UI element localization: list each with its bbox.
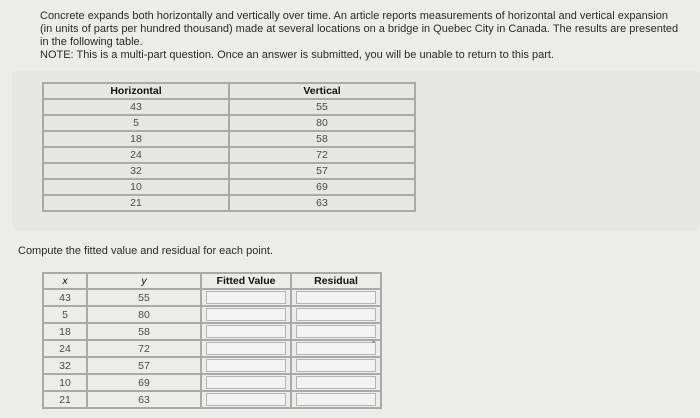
x-cell: 32 bbox=[43, 357, 87, 374]
x-cell: 24 bbox=[43, 340, 87, 357]
y-cell: 72 bbox=[87, 340, 201, 357]
residual-input[interactable] bbox=[296, 393, 376, 406]
table-row bbox=[43, 289, 381, 306]
residual-cell bbox=[291, 374, 381, 391]
horizontal-cell: 24 bbox=[43, 147, 229, 163]
table-row bbox=[43, 340, 381, 357]
y-cell: 80 bbox=[87, 306, 201, 323]
residual-cell bbox=[291, 289, 381, 306]
horizontal-cell: 18 bbox=[43, 131, 229, 147]
horizontal-cell: 32 bbox=[43, 163, 229, 179]
x-cell: 43 bbox=[43, 289, 87, 306]
fitted-value-input[interactable] bbox=[206, 291, 286, 304]
fitted-value-cell bbox=[201, 391, 291, 408]
residual-cell bbox=[291, 391, 381, 408]
fitted-value-input[interactable] bbox=[206, 393, 286, 406]
horizontal-cell: 43 bbox=[43, 99, 229, 115]
y-cell: 55 bbox=[87, 289, 201, 306]
table-row bbox=[43, 115, 415, 131]
residual-cell bbox=[291, 306, 381, 323]
vertical-cell: 57 bbox=[229, 163, 415, 179]
y-cell: 69 bbox=[87, 374, 201, 391]
residual-input[interactable] bbox=[296, 291, 376, 304]
fitted-value-input[interactable] bbox=[206, 359, 286, 372]
header-vertical: Vertical bbox=[229, 83, 415, 99]
table-row bbox=[43, 163, 415, 179]
fitted-value-cell bbox=[201, 374, 291, 391]
fitted-value-input[interactable] bbox=[206, 325, 286, 338]
fitted-value-cell bbox=[201, 340, 291, 357]
vertical-cell: 80 bbox=[229, 115, 415, 131]
header-fitted-value: Fitted Value bbox=[201, 273, 291, 289]
vertical-cell: 58 bbox=[229, 131, 415, 147]
residual-input[interactable] bbox=[296, 376, 376, 389]
header-horizontal: Horizontal bbox=[43, 83, 229, 99]
expansion-data-table bbox=[42, 82, 416, 212]
residual-cell bbox=[291, 357, 381, 374]
intro-text: Concrete expands both horizontally and vertically over time. An article reports measurements of horizontal and vertical expansion (in units of parts per hundred thousand) made at several locations on a bridge in Quebec City in Canada. The results are presented in the following table. bbox=[40, 10, 679, 48]
fitted-value-input[interactable] bbox=[206, 376, 286, 389]
table-row bbox=[43, 195, 415, 211]
table-row bbox=[43, 306, 381, 323]
horizontal-cell: 5 bbox=[43, 115, 229, 131]
fitted-value-input[interactable] bbox=[206, 308, 286, 321]
y-cell: 63 bbox=[87, 391, 201, 408]
header-residual: Residual bbox=[291, 273, 381, 289]
table-row bbox=[43, 391, 381, 408]
header-y: y bbox=[87, 273, 201, 289]
x-cell: 18 bbox=[43, 323, 87, 340]
instruction-text: Compute the fitted value and residual for each point. bbox=[18, 245, 273, 257]
table-header-row bbox=[43, 83, 415, 99]
residual-cell bbox=[291, 340, 381, 357]
fitted-residual-table bbox=[42, 272, 382, 409]
x-cell: 5 bbox=[43, 306, 87, 323]
residual-input[interactable] bbox=[296, 325, 376, 338]
table-row bbox=[43, 179, 415, 195]
residual-cell bbox=[291, 323, 381, 340]
residual-input[interactable] bbox=[296, 342, 376, 355]
horizontal-cell: 10 bbox=[43, 179, 229, 195]
table-row bbox=[43, 147, 415, 163]
fitted-value-input[interactable] bbox=[206, 342, 286, 355]
x-cell: 10 bbox=[43, 374, 87, 391]
vertical-cell: 55 bbox=[229, 99, 415, 115]
table-row bbox=[43, 131, 415, 147]
vertical-cell: 63 bbox=[229, 195, 415, 211]
horizontal-cell: 21 bbox=[43, 195, 229, 211]
fitted-value-cell bbox=[201, 289, 291, 306]
table-row bbox=[43, 374, 381, 391]
table-row bbox=[43, 357, 381, 374]
question-intro bbox=[40, 10, 680, 62]
table-row bbox=[43, 99, 415, 115]
residual-input[interactable] bbox=[296, 308, 376, 321]
header-x: x bbox=[43, 273, 87, 289]
fitted-value-cell bbox=[201, 306, 291, 323]
x-cell: 21 bbox=[43, 391, 87, 408]
vertical-cell: 72 bbox=[229, 147, 415, 163]
vertical-cell: 69 bbox=[229, 179, 415, 195]
y-cell: 57 bbox=[87, 357, 201, 374]
fitted-value-cell bbox=[201, 357, 291, 374]
y-cell: 58 bbox=[87, 323, 201, 340]
residual-input[interactable] bbox=[296, 359, 376, 372]
fitted-value-cell bbox=[201, 323, 291, 340]
divider-mark bbox=[372, 341, 375, 343]
table-header-row bbox=[43, 273, 381, 289]
intro-note: NOTE: This is a multi-part question. Once an answer is submitted, you will be unable to return to this part. bbox=[40, 49, 554, 61]
table-row bbox=[43, 323, 381, 340]
